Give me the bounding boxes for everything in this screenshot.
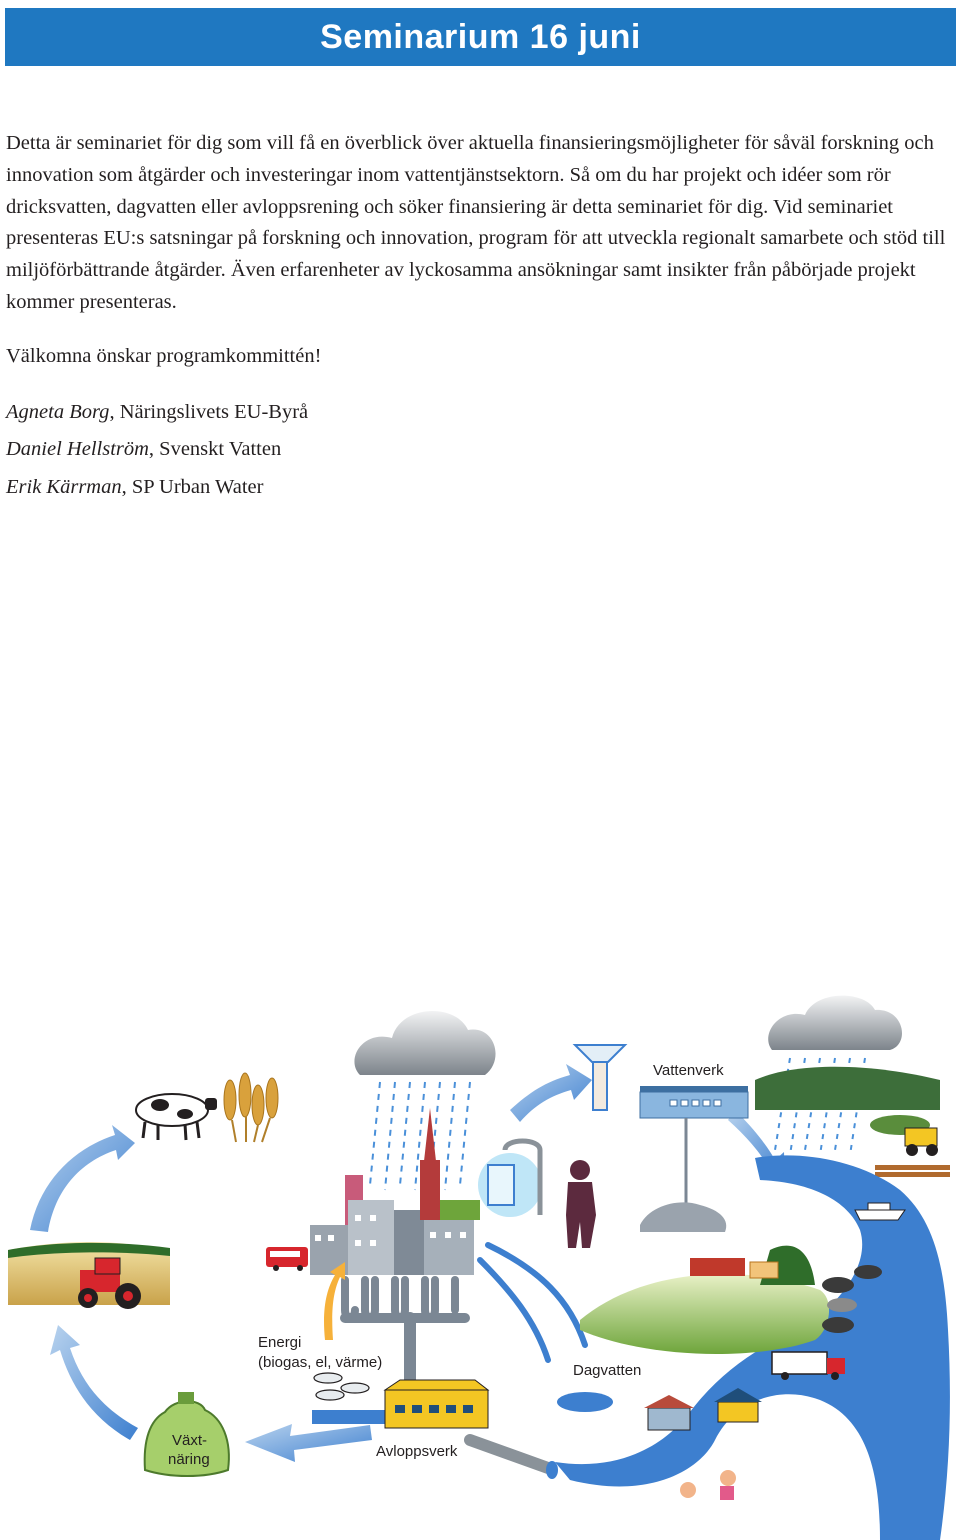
member-name: Agneta Borg	[6, 400, 110, 423]
committee-member	[6, 469, 951, 507]
person-icon	[566, 1160, 596, 1248]
water-tap-icon	[478, 1141, 542, 1217]
sludge-tanks-icon	[314, 1373, 369, 1400]
label-vaxtnaring-line2: näring	[168, 1451, 210, 1468]
wheat-icon	[224, 1073, 278, 1142]
label-vattenverk: Vattenverk	[653, 1062, 724, 1079]
bus-icon	[266, 1247, 308, 1271]
excavator-icon	[875, 1128, 950, 1177]
label-energi-line2: (biogas, el, värme)	[258, 1354, 383, 1371]
welcome-text: Välkomna önskar programkommittén!	[6, 344, 322, 367]
sewage-plant-icon	[385, 1380, 488, 1428]
member-org: , Näringslivets EU-Byrå	[109, 400, 309, 423]
label-vaxtnaring-line1: Växt-	[172, 1432, 208, 1449]
sewer-pipes	[345, 1280, 465, 1390]
intro-paragraph: Detta är seminariet för dig som vill få en överblick över aktuella finansieringsmöjligheter för såväl forskning och innovation som åtgärder och investeringar inom vattentjänstsektorn. Så om du har projekt och idéer som rör dricksvatten, dagvatten eller avloppsrening och söker finansiering är detta seminariet för dig. Vid seminariet presenteras EU:s satsningar på forskning och innovation, program för att utveckla regionalt samarbete och stöd till miljöförbättrande åtgärder. Även erfarenheter av lyckosamma ansökningar samt insikter från påbörjade projekt kommer presenteras.	[6, 132, 946, 313]
member-org: , Svenskt Vatten	[148, 438, 282, 461]
cow-icon	[136, 1094, 217, 1140]
header-banner	[5, 8, 956, 66]
water-cycle-illustration	[0, 990, 960, 1540]
committee-list	[6, 394, 951, 507]
page-title: Seminarium 16 juni	[320, 17, 641, 56]
member-name: Erik Kärrman	[6, 475, 122, 498]
member-org: , SP Urban Water	[121, 475, 264, 498]
label-avloppsverk: Avloppsverk	[376, 1443, 458, 1460]
swimmers-icon	[680, 1470, 736, 1500]
forest-icon	[755, 1067, 940, 1135]
outfall-pipe-icon	[470, 1440, 558, 1479]
committee-member	[6, 394, 951, 432]
sludge-basin	[312, 1410, 387, 1424]
city-icon	[310, 1108, 480, 1275]
committee-member	[6, 431, 951, 469]
member-name: Daniel Hellström	[6, 438, 149, 461]
label-dagvatten: Dagvatten	[573, 1362, 642, 1379]
main-content	[6, 128, 951, 506]
stormwater-flow	[480, 1245, 585, 1360]
stormwater-pond	[557, 1392, 613, 1412]
water-plant-icon	[640, 1086, 748, 1232]
countryside-hill	[580, 1246, 829, 1354]
label-energi-line1: Energi	[258, 1334, 302, 1351]
